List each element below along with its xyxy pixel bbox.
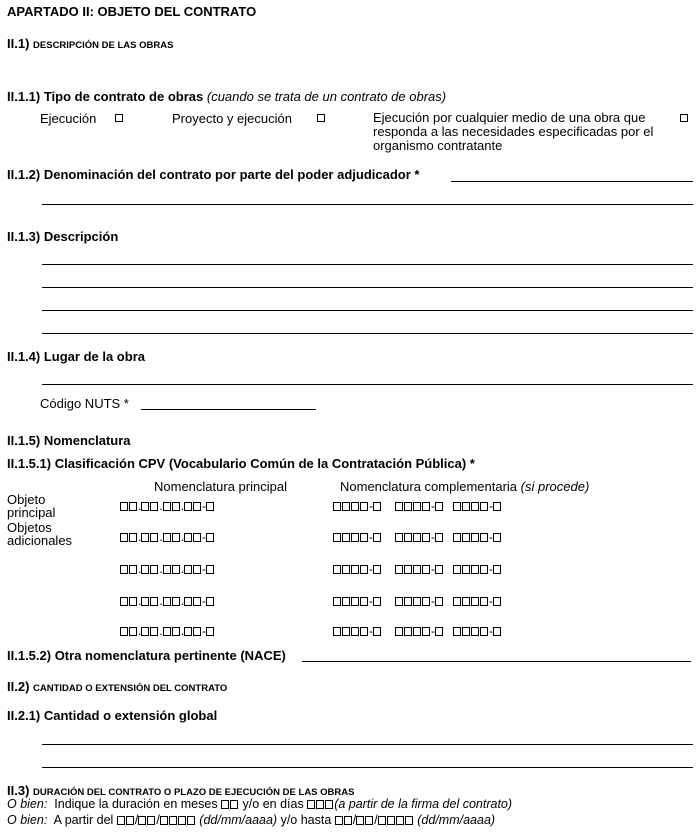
heading-ii-2-1: II.2.1) Cantidad o extensión global xyxy=(7,708,218,723)
nuts-label: Código NUTS * xyxy=(40,396,129,411)
obien-label-1: O bien: xyxy=(7,797,48,811)
obien-label-2: O bien: xyxy=(7,813,48,827)
heading-ii-1-4: II.1.4) Lugar de la obra xyxy=(7,349,145,364)
descripcion-line-1[interactable] xyxy=(42,264,693,265)
cpv-principal-code-field[interactable]: . . . - xyxy=(120,530,215,544)
cpv-complementaria-code-field[interactable]: - xyxy=(453,562,502,576)
descripcion-line-3[interactable] xyxy=(42,310,693,311)
cpv-complementaria-code-field[interactable]: - xyxy=(395,594,444,608)
heading-ii-3-caps: DURACIÓN DEL CONTRATO O PLAZO DE EJECUCIÓN DE LAS OBRAS xyxy=(33,787,355,798)
heading-ii-1-caps: DESCRIPCIÓN DE LAS OBRAS xyxy=(33,40,174,51)
meses-boxes[interactable] xyxy=(221,797,239,811)
heading-ii-3-num: II.3) xyxy=(7,783,30,798)
cpv-principal-code-field[interactable]: . . . - xyxy=(120,594,215,608)
heading-ii-2-caps: CANTIDAD O EXTENSIÓN DEL CONTRATO xyxy=(33,683,228,694)
heading-ii-1-5-1: II.1.5.1) Clasificación CPV (Vocabulario Común de la Contratación Pública) * xyxy=(7,456,475,471)
cantidad-line-1[interactable] xyxy=(42,744,693,745)
cpv-principal-code-field[interactable]: . . . - xyxy=(120,562,215,576)
fecha-desde-label: A partir del xyxy=(53,813,114,827)
row-objetos-adicionales xyxy=(7,521,72,547)
descripcion-line-4[interactable] xyxy=(42,333,693,334)
col-complementaria-header xyxy=(340,479,589,494)
heading-ii-1-1-hint: (cuando se trata de un contrato de obras) xyxy=(206,89,447,104)
dias-boxes[interactable] xyxy=(307,797,334,811)
cpv-complementaria-code-field[interactable]: - xyxy=(333,530,382,544)
cpv-complementaria-code-field[interactable]: - xyxy=(333,624,382,638)
row-objetos-adicionales-line-2: adicionales xyxy=(7,533,73,548)
duracion-meses-label: Indique la duración en meses xyxy=(54,797,218,811)
option-ejecucion-label: Ejecución xyxy=(40,111,97,126)
heading-ii-1 xyxy=(7,36,173,51)
checkbox-ejecucion[interactable] xyxy=(115,114,123,122)
heading-ii-1-2: II.1.2) Denominación del contrato por parte del poder adjudicador * xyxy=(7,167,420,182)
nace-input-line[interactable] xyxy=(302,661,691,662)
heading-ii-1-num: II.1) xyxy=(7,36,30,51)
cpv-complementaria-code-field[interactable]: - xyxy=(395,499,444,513)
duracion-dias-label: y/o en días xyxy=(242,797,304,811)
heading-ii-1-1 xyxy=(7,89,446,104)
row-objeto-principal-line-1: Objeto xyxy=(7,492,46,507)
fecha-hasta-boxes[interactable]: / / xyxy=(335,813,414,827)
section-title: APARTADO II: OBJETO DEL CONTRATO xyxy=(7,4,257,19)
heading-ii-1-1-label: II.1.1) Tipo de contrato de obras xyxy=(7,89,204,104)
option-proyecto-label: Proyecto y ejecución xyxy=(172,111,292,126)
col-principal-header: Nomenclatura principal xyxy=(154,479,287,494)
lugar-input-line[interactable] xyxy=(42,384,693,385)
row-objeto-principal-line-2: principal xyxy=(7,505,56,520)
heading-ii-2-num: II.2) xyxy=(7,679,30,694)
denominacion-input-line-1[interactable] xyxy=(451,181,693,182)
cpv-complementaria-code-field[interactable]: - xyxy=(453,594,502,608)
option-ejecucion xyxy=(40,111,96,126)
cpv-complementaria-code-field[interactable]: - xyxy=(395,530,444,544)
row-objeto-principal xyxy=(7,493,55,519)
checkbox-proyecto[interactable] xyxy=(317,114,325,122)
fecha-desde-format: (dd/mm/aaaa) xyxy=(199,813,278,827)
cpv-principal-code-field[interactable]: . . . - xyxy=(120,624,215,638)
heading-ii-2 xyxy=(7,679,227,694)
cpv-complementaria-code-field[interactable]: - xyxy=(453,530,502,544)
option-cualquier-line-1: Ejecución por cualquier medio de una obra que xyxy=(373,110,646,125)
descripcion-line-2[interactable] xyxy=(42,287,693,288)
cpv-complementaria-code-field[interactable]: - xyxy=(395,562,444,576)
col-complementaria-label: Nomenclatura complementaria xyxy=(340,479,518,494)
cpv-complementaria-code-field[interactable]: - xyxy=(453,499,502,513)
heading-ii-1-3: II.1.3) Descripción xyxy=(7,229,119,244)
denominacion-input-line-2[interactable] xyxy=(42,204,693,205)
option-proyecto xyxy=(172,111,292,126)
cpv-complementaria-code-field[interactable]: - xyxy=(333,594,382,608)
heading-ii-3 xyxy=(7,783,354,798)
option-cualquier-line-3: organismo contratante xyxy=(373,138,503,153)
cpv-complementaria-code-field[interactable]: - xyxy=(453,624,502,638)
duracion-firma-hint: (a partir de la firma del contrato) xyxy=(334,797,513,811)
nuts-input-line[interactable] xyxy=(141,409,316,410)
cpv-principal-code-field[interactable]: . . . - xyxy=(120,499,215,513)
heading-ii-1-5: II.1.5) Nomenclatura xyxy=(7,433,131,448)
fecha-hasta-format: (dd/mm/aaaa) xyxy=(417,813,496,827)
cpv-complementaria-code-field[interactable]: - xyxy=(395,624,444,638)
heading-ii-1-5-2: II.1.5.2) Otra nomenclatura pertinente (NACE) xyxy=(7,648,286,663)
option-cualquier-medio xyxy=(373,111,653,153)
checkbox-cualquier-medio[interactable] xyxy=(680,114,688,122)
row-objetos-adicionales-line-1: Objetos xyxy=(7,520,52,535)
duracion-line-2 xyxy=(7,813,495,827)
option-cualquier-line-2: responda a las necesidades especificadas por el xyxy=(373,124,654,139)
cpv-complementaria-code-field[interactable]: - xyxy=(333,499,382,513)
duracion-line-1 xyxy=(7,797,512,811)
cantidad-line-2[interactable] xyxy=(42,767,693,768)
col-complementaria-hint: (si procede) xyxy=(520,479,590,494)
fecha-hasta-label: y/o hasta xyxy=(280,813,332,827)
fecha-desde-boxes[interactable]: / / xyxy=(117,813,196,827)
cpv-complementaria-code-field[interactable]: - xyxy=(333,562,382,576)
